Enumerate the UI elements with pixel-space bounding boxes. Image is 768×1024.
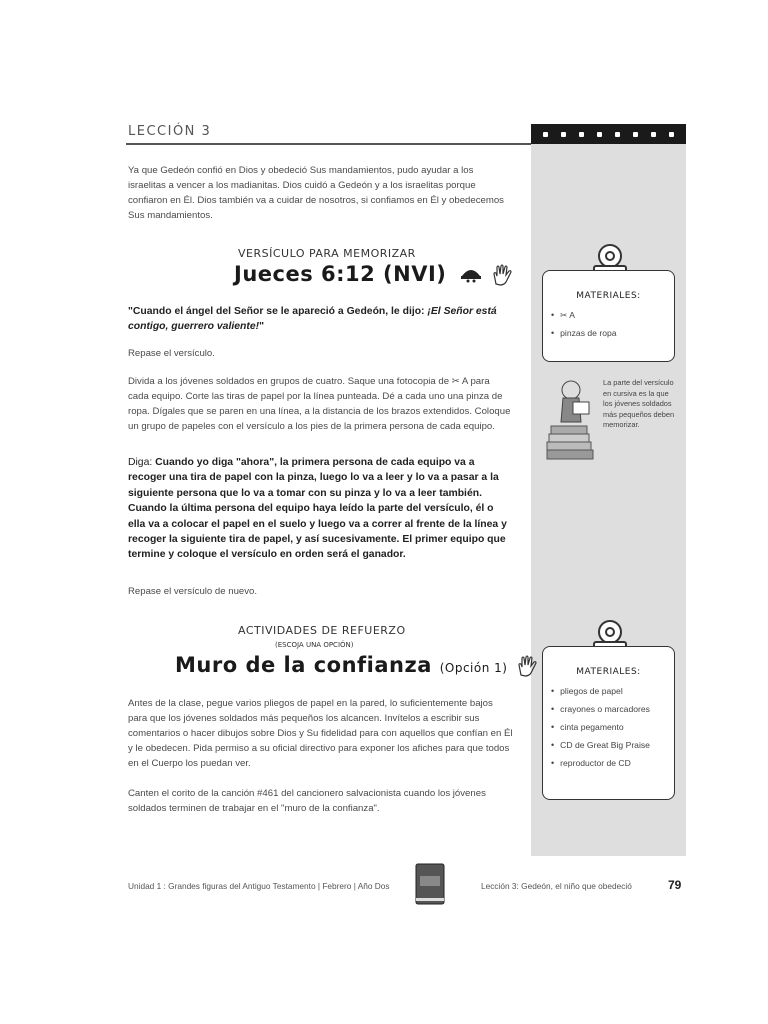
materials-box-1 [542, 270, 675, 362]
activity-instructions: Divida a los jóvenes soldados en grupos de cuatro. Saque una fotocopia de ✂ A para cada equipo. Corte las tiras de papel por la línea punteada. Dé a cada uno una pinza de ropa. Dígales que se paren en una línea, a la distancia de los brazos extendidos. Coloque un grupo de papeles con el versículo a los pies de la primera persona de cada equipo. [128, 376, 511, 432]
verse-quote-end: " [259, 321, 264, 333]
header-rule [126, 143, 531, 145]
memory-verse-heading: VERSÍCULO PARA MEMORIZAR [238, 247, 416, 260]
materials-item: • cinta pegamento [551, 722, 624, 732]
hand-sign-icon [515, 655, 539, 677]
verse-reference-text: Jueces 6:12 (NVI) [234, 262, 447, 286]
dot [633, 132, 638, 137]
hand-sign-icon [490, 264, 514, 286]
sidebar-dot-bar [531, 124, 686, 144]
materials-box-2 [542, 646, 675, 800]
reinforcement-subtitle: (ESCOJA UNA OPCIÓN) [275, 641, 354, 649]
verse-quote-italic: ¡El Señor está contigo, guerrero valiente! [128, 306, 497, 333]
bible-book-icon [413, 862, 447, 906]
activity-title-text: Muro de la confianza [175, 653, 432, 677]
option-tag: (Opción 1) [439, 661, 508, 675]
memorize-note: La parte del versículo en cursiva es la que los jóvenes soldados más pequeños deben memorizar. [603, 378, 675, 429]
materials-item: • pinzas de ropa [551, 328, 617, 338]
kid-reading-illustration [545, 372, 601, 462]
dot [651, 132, 656, 137]
dot [561, 132, 566, 137]
dot [597, 132, 602, 137]
review-verse-2: Repase el versículo de nuevo. [128, 586, 258, 597]
dot [669, 132, 674, 137]
page-number: 79 [668, 878, 682, 892]
dot [579, 132, 584, 137]
materials-item: • pliegos de papel [551, 686, 623, 696]
soldier-helmet-icon [460, 266, 482, 284]
reinforcement-heading: ACTIVIDADES DE REFUERZO [238, 624, 406, 637]
materials-title: MATERIALES: [576, 291, 641, 301]
dot [543, 132, 548, 137]
intro-paragraph: Ya que Gedeón confió en Dios y obedeció Sus mandamientos, pudo ayudar a los israelitas a vencer a los madianitas. Dios cuidó a Gedeón y a los israelitas porque confiaron en Él. Dios también va a cuidar de nosotros, si confiamos en Él y obedecemos Sus mandamientos. [128, 165, 504, 221]
activity-paragraph-2: Canten el corito de la canción #461 del cancionero salvacionista cuando los jóvenes soldados terminen de trabajar en el "muro de la confianza". [128, 788, 486, 814]
materials-item: • reproductor de CD [551, 758, 631, 768]
verse-quote [128, 304, 513, 335]
lesson-label: LECCIÓN 3 [128, 124, 212, 139]
dot [615, 132, 620, 137]
say-label: Diga: [128, 457, 156, 468]
say-instructions [128, 455, 513, 563]
activity-paragraph-1: Antes de la clase, pegue varios pliegos de papel en la pared, lo suficientemente bajos para que los jóvenes soldados más pequeños los alcancen. Invítelos a escribir sus comentarios o hacer dibujos sobre Dios y Su fidelidad para con aquellos que confían en Él y le obedecen. Pida permiso a su oficial directivo para exponer los afiches para que todos en el Cuerpo los puedan ver. [128, 698, 513, 769]
materials-item: • crayones o marcadores [551, 704, 650, 714]
say-text: Cuando yo diga "ahora", la primera persona de cada equipo va a recoger una tira de papel con la pinza, luego lo va a leer y lo va a pasar a la siguiente persona que lo va a tomar con su pinza y lo va a leer también. Cuando la última persona del equipo haya leído la parte del versículo, él o ella va a colocar el papel en el suelo y luego va a correr al frente de la línea y recoger la siguiente tira de papel, y así sucesivamente. El primer equipo que termine y coloque el versículo en orden será el ganador. [128, 457, 507, 561]
materials-item: • ✂ A [551, 310, 576, 320]
activity-title [175, 653, 539, 677]
memory-verse-reference [234, 262, 514, 286]
footer-unit-info: Unidad 1 : Grandes figuras del Antiguo Testamento | Febrero | Año Dos [128, 881, 390, 891]
review-verse-1: Repase el versículo. [128, 348, 215, 359]
materials-item: • CD de Great Big Praise [551, 740, 650, 750]
footer-lesson-title: Lección 3: Gedeón, el niño que obedeció [481, 881, 632, 891]
verse-quote-lead: "Cuando el ángel del Señor se le apareció a Gedeón, le dijo: [128, 306, 428, 317]
materials-title: MATERIALES: [576, 667, 641, 677]
